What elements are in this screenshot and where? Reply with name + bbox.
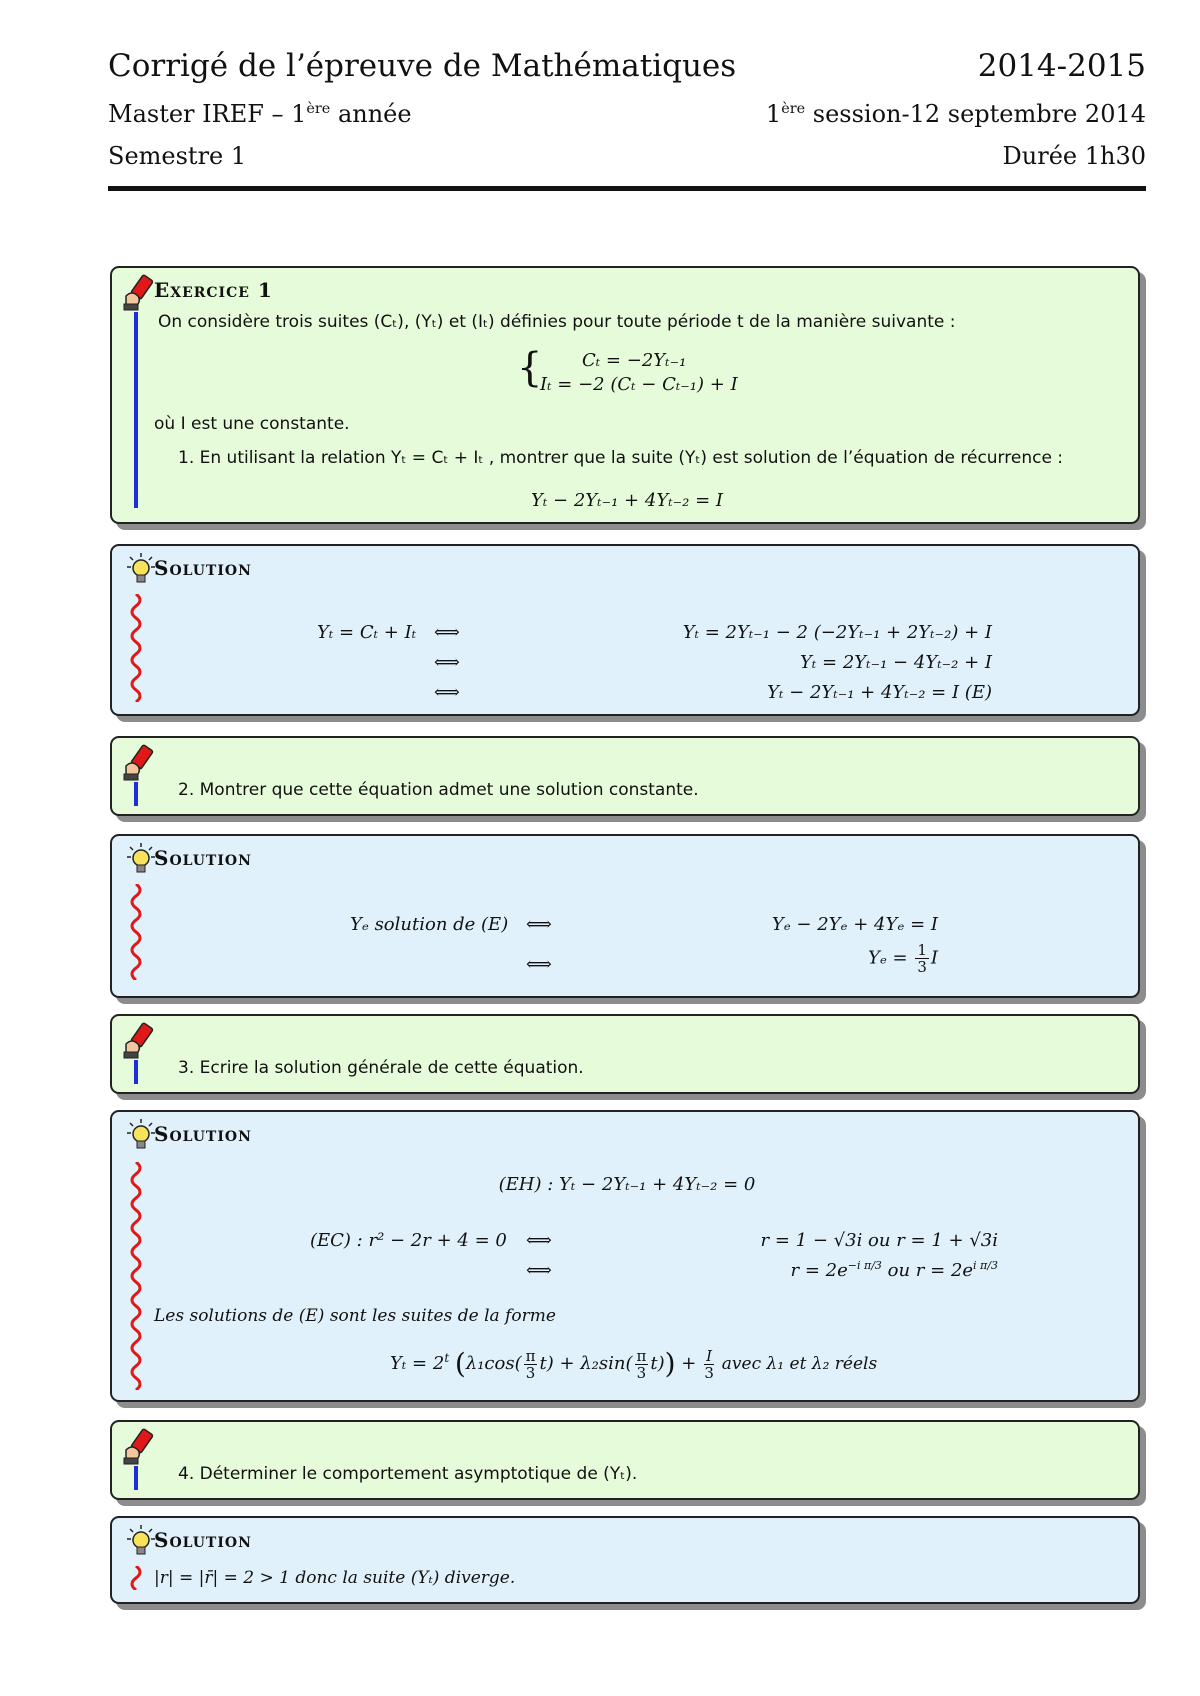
s2-right-1: Yₑ − 2Yₑ + 4Yₑ = I [771,914,938,935]
exercise-box-q4 [110,1420,1140,1500]
wiggle-bar [126,1162,146,1390]
solution-box-1 [110,544,1140,716]
system-brace: { [517,345,543,391]
fraction-one-third: $\frac{1}{3}$ [917,941,927,976]
exercise-bar [134,1060,138,1084]
question-4: 4. Déterminer le comportement asymptotique de (Yₜ). [178,1464,638,1484]
s1-arrow-1: ⟺ [434,622,460,643]
solution-title: Solution [154,846,252,870]
header-row-3 [108,142,1146,174]
question-3: 3. Ecrire la solution générale de cette équation. [178,1058,584,1078]
s3-general-solution: $Y_t = 2^t$ (λ₁cos( $\frac{\pi}{3}$ t) + λ₂sin( $\frac{\pi}{3}$ t)) + $\frac{I}{3}$ avec λ₁ et λ₂ réels [390,1346,878,1382]
question-1-equation: Yₜ − 2Yₜ₋₁ + 4Yₜ₋₂ = I [531,490,723,511]
header-rule [108,186,1146,191]
system-line-1: Cₜ = −2Yₜ₋₁ [582,350,687,371]
pencil-hand-icon [122,1022,160,1060]
session-label: 1ère session-12 septembre 2014 [765,100,1146,128]
s1-right-3: Yₜ − 2Yₜ₋₁ + 4Yₜ₋₂ = I (E) [767,682,992,703]
exercise-title: Exercice 1 [154,278,273,302]
s2-arrow-1: ⟺ [526,914,552,935]
system-line-2: Iₜ = −2 (Cₜ − Cₜ₋₁) + I [540,374,738,395]
s1-right-1: Yₜ = 2Yₜ₋₁ − 2 (−2Yₜ₋₁ + 2Yₜ₋₂) + I [682,622,992,643]
solution-box-2 [110,834,1140,998]
s3-characteristic: (EC) : r² − 2r + 4 = 0 [310,1230,507,1251]
s4-conclusion: |r| = |r̄| = 2 > 1 donc la suite (Yₜ) diverge. [154,1568,516,1588]
s2-right-2: Yₑ = $\frac{1}{3}$ I [867,941,938,976]
solution-box-4 [110,1516,1140,1604]
solution-title: Solution [154,1122,252,1146]
document-title: Corrigé de l’épreuve de Mathématiques [108,48,737,84]
s1-right-2: Yₜ = 2Yₜ₋₁ − 4Yₜ₋₂ + I [800,652,992,673]
academic-year: 2014-2015 [977,48,1146,84]
s3-arrow-2: ⟺ [526,1260,552,1281]
header-row-2 [108,100,1146,132]
exercise-bar [134,782,138,806]
s3-roots-1: r = 1 − √3i ou r = 1 + √3i [760,1230,998,1251]
pencil-hand-icon [122,1428,160,1466]
pencil-hand-icon [122,744,160,782]
exercise-box-q2 [110,736,1140,816]
s3-homogeneous: (EH) : Yₜ − 2Yₜ₋₁ + 4Yₜ₋₂ = 0 [498,1174,756,1195]
exercise-bar [134,312,138,508]
exercise-bar [134,1466,138,1490]
s1-left: Yₜ = Cₜ + Iₜ [317,622,417,643]
exercise-box-q3 [110,1014,1140,1094]
question-2: 2. Montrer que cette équation admet une solution constante. [178,780,699,800]
exercise-intro: On considère trois suites (Cₜ), (Yₜ) et (Iₜ) définies pour toute période t de la manière suivante : [158,312,956,332]
wiggle-bar [126,884,146,980]
exercise-box-q1 [110,266,1140,524]
duration-label: Durée 1h30 [1002,142,1146,170]
wiggle-bar [126,1566,146,1590]
program-label: Master IREF – 1ère année [108,100,412,128]
s2-left: Yₑ solution de (E) [350,914,509,935]
s3-roots-2: $r = 2e^{-i \pi/3}$ ou $r = 2e^{i \pi/3}$ [790,1259,998,1281]
s3-solutions-form: Les solutions de (E) sont les suites de la forme [154,1306,556,1326]
solution-title: Solution [154,1528,252,1552]
s1-arrow-2: ⟺ [434,652,460,673]
solution-box-3 [110,1110,1140,1402]
s1-arrow-3: ⟺ [434,682,460,703]
constant-note: où I est une constante. [154,414,350,434]
solution-title: Solution [154,556,252,580]
wiggle-bar [126,594,146,702]
question-1: 1. En utilisant la relation Yₜ = Cₜ + Iₜ , montrer que la suite (Yₜ) est solution de l’équation de récurrence : [178,448,1064,468]
s2-arrow-2: ⟺ [526,954,552,975]
s3-arrow-1: ⟺ [526,1230,552,1251]
semester-label: Semestre 1 [108,142,247,170]
header-row-1 [108,48,1146,88]
